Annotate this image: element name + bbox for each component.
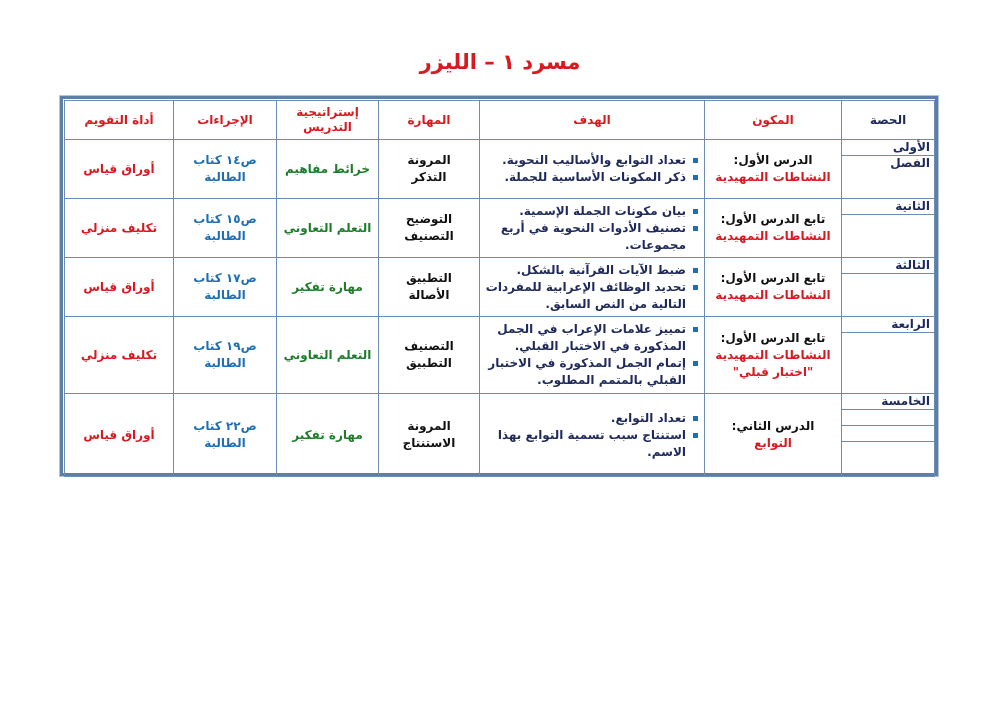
procedure-cell bbox=[174, 258, 277, 317]
hissa-cell bbox=[842, 199, 935, 258]
skill-item: التطبيق bbox=[406, 356, 452, 370]
goal-list bbox=[484, 262, 700, 313]
procedure-line: ص١٥ كتاب bbox=[193, 212, 257, 226]
goal-cell bbox=[480, 394, 705, 477]
hissa-line: الثالثة bbox=[842, 258, 934, 274]
skill-item: التطبيق bbox=[406, 271, 452, 285]
assessment-cell: أوراق قياس bbox=[65, 258, 174, 317]
procedure-line: ص١٩ كتاب bbox=[193, 339, 257, 353]
strategy-cell: مهارة تفكير bbox=[277, 394, 379, 477]
lesson-topic: التوابع bbox=[754, 436, 792, 450]
hissa-line: الخامسة bbox=[842, 394, 934, 410]
goal-cell bbox=[480, 199, 705, 258]
goal-item: تعداد التوابع. bbox=[484, 410, 700, 427]
header-hissa: الحصة bbox=[842, 101, 935, 140]
procedure-line: ص١٤ كتاب bbox=[193, 153, 257, 167]
skill-cell bbox=[379, 140, 480, 199]
strategy-cell: مهارة تفكير bbox=[277, 258, 379, 317]
skill-item: التذكر bbox=[411, 170, 447, 184]
strategy-cell: التعلم التعاوني bbox=[277, 317, 379, 394]
lesson-label: تابع الدرس الأول: bbox=[720, 212, 826, 226]
header-row bbox=[65, 101, 935, 140]
hissa-cell bbox=[842, 140, 935, 199]
goal-item: ضبط الآيات القرآنية بالشكل. bbox=[484, 262, 700, 279]
skill-item: المرونة bbox=[407, 153, 451, 167]
mukawwin-cell bbox=[705, 394, 842, 477]
table-row bbox=[65, 317, 935, 394]
table-row bbox=[65, 258, 935, 317]
procedure-line: الطالبة bbox=[204, 229, 246, 243]
mukawwin-cell bbox=[705, 199, 842, 258]
lesson-label: تابع الدرس الأول: bbox=[720, 271, 826, 285]
assessment-cell: أوراق قياس bbox=[65, 394, 174, 477]
skill-item: التوضيح bbox=[405, 212, 453, 226]
strategy-cell: خرائط مفاهيم bbox=[277, 140, 379, 199]
hissa-line bbox=[842, 410, 934, 426]
hissa-cell bbox=[842, 258, 935, 317]
skill-cell bbox=[379, 317, 480, 394]
page-title: مسرد ١ – الليزر bbox=[419, 50, 581, 74]
header-mahara: المهارة bbox=[379, 101, 480, 140]
goal-cell bbox=[480, 258, 705, 317]
lesson-topic: النشاطات التمهيدية bbox=[715, 170, 831, 184]
procedure-line: الطالبة bbox=[204, 170, 246, 184]
table-row bbox=[65, 199, 935, 258]
header-ijraat: الإجراءات bbox=[174, 101, 277, 140]
assessment-cell: أوراق قياس bbox=[65, 140, 174, 199]
goal-item: تحديد الوظائف الإعرابية للمفردات التالية من النص السابق. bbox=[484, 279, 700, 313]
goal-item: استنتاج سبب تسمية التوابع بهذا الاسم. bbox=[484, 427, 700, 461]
procedure-line: الطالبة bbox=[204, 436, 246, 450]
header-hadaf: الهدف bbox=[480, 101, 705, 140]
goal-item: تمييز علامات الإعراب في الجمل المذكورة في الاختبار القبلي. bbox=[484, 321, 700, 355]
skill-item: التصنيف bbox=[404, 339, 454, 353]
hissa-line bbox=[842, 333, 934, 393]
mukawwin-cell bbox=[705, 317, 842, 394]
hissa-cell bbox=[842, 317, 935, 394]
procedure-line: الطالبة bbox=[204, 288, 246, 302]
hissa-line bbox=[842, 274, 934, 316]
header-mukawwin: المكون bbox=[705, 101, 842, 140]
lesson-plan-table bbox=[64, 100, 935, 477]
skill-item: الأصالة bbox=[408, 288, 450, 302]
lesson-note: "اختبار قبلي" bbox=[732, 364, 814, 379]
procedure-cell bbox=[174, 140, 277, 199]
hissa-line bbox=[842, 215, 934, 257]
hissa-line bbox=[842, 426, 934, 442]
skill-item: التصنيف bbox=[404, 229, 454, 243]
skill-cell bbox=[379, 258, 480, 317]
hissa-line: الرابعة bbox=[842, 317, 934, 333]
goal-item: تعداد التوابع والأساليب النحوية. bbox=[484, 152, 700, 169]
goal-list bbox=[484, 410, 700, 461]
procedure-cell bbox=[174, 394, 277, 477]
goal-cell bbox=[480, 140, 705, 199]
goal-item: بيان مكونات الجملة الإسمية. bbox=[484, 203, 700, 220]
lesson-label: تابع الدرس الأول: bbox=[720, 330, 826, 345]
goal-list bbox=[484, 321, 700, 389]
header-adat: أداة التقويم bbox=[65, 101, 174, 140]
goal-cell bbox=[480, 317, 705, 394]
lesson-topic: النشاطات التمهيدية bbox=[715, 288, 831, 302]
skill-item: الاستنتاج bbox=[402, 436, 456, 450]
procedure-line: ص١٧ كتاب bbox=[193, 271, 257, 285]
hissa-line: الفصل bbox=[890, 156, 930, 170]
goal-item: تصنيف الأدوات النحوية في أربع مجموعات. bbox=[484, 220, 700, 254]
lesson-label: الدرس الثاني: bbox=[731, 419, 815, 433]
table-row bbox=[65, 394, 935, 477]
lesson-topic: النشاطات التمهيدية bbox=[715, 229, 831, 243]
hissa-cell bbox=[842, 394, 935, 477]
goal-list bbox=[484, 203, 700, 254]
hissa-line: الثانية bbox=[842, 199, 934, 215]
goal-item: ذكر المكونات الأساسية للجملة. bbox=[484, 169, 700, 186]
goal-list bbox=[484, 152, 700, 186]
lesson-topic: النشاطات التمهيدية bbox=[715, 347, 831, 362]
skill-cell bbox=[379, 199, 480, 258]
table-row bbox=[65, 140, 935, 199]
procedure-line: الطالبة bbox=[204, 356, 246, 370]
strategy-cell: التعلم التعاوني bbox=[277, 199, 379, 258]
procedure-cell bbox=[174, 199, 277, 258]
skill-item: المرونة bbox=[407, 419, 451, 433]
procedure-line: ص٢٢ كتاب bbox=[193, 419, 257, 433]
header-strategy: إستراتيجية التدريس bbox=[277, 101, 379, 140]
mukawwin-cell bbox=[705, 258, 842, 317]
hissa-line bbox=[842, 442, 934, 476]
hissa-line: الأولى bbox=[842, 140, 934, 156]
assessment-cell: تكليف منزلي bbox=[65, 317, 174, 394]
goal-item: إتمام الجمل المذكورة في الاختبار القبلي بالمتمم المطلوب. bbox=[484, 355, 700, 389]
mukawwin-cell bbox=[705, 140, 842, 199]
assessment-cell: تكليف منزلي bbox=[65, 199, 174, 258]
procedure-cell bbox=[174, 317, 277, 394]
lesson-label: الدرس الأول: bbox=[733, 153, 813, 167]
skill-cell bbox=[379, 394, 480, 477]
